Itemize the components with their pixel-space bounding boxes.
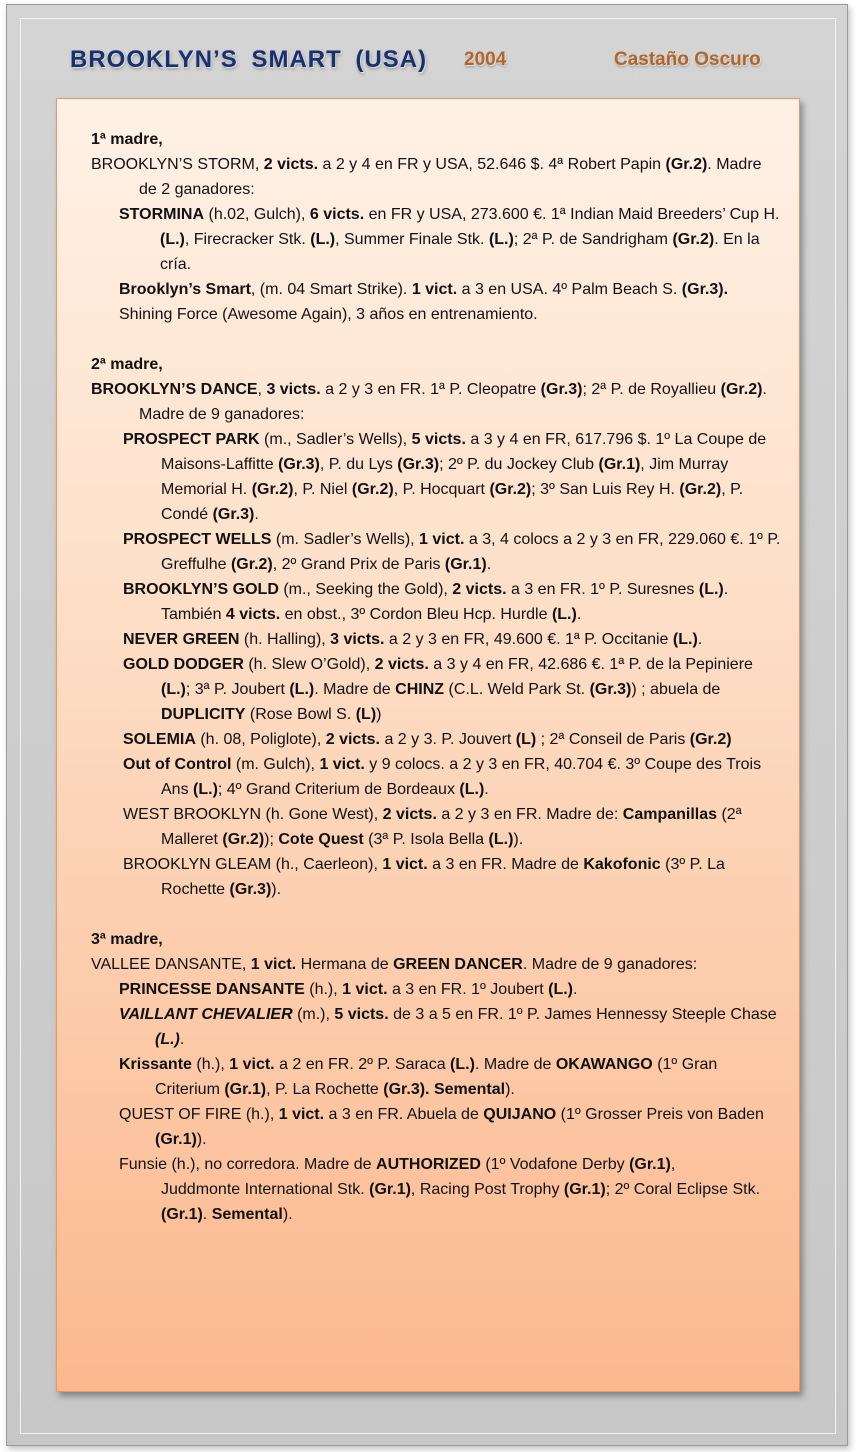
text-run: Shining Force (Awesome Again), 3 años en entrenamiento. [119,306,538,323]
text-run: a 3 y 4 en FR, 42.686 €. 1ª P. de la Pepiniere [428,656,753,673]
text-run: (m. Sadler’s Wells), [271,531,420,548]
text-run: NEVER GREEN [123,631,240,648]
text-run: (Gr.2) [489,481,532,498]
text-run: a 2 y 3 en FR. 1ª P. Cleopatre [320,381,541,398]
text-run: QUEST OF FIRE (h.), [119,1106,279,1123]
text-run: (L) [355,706,377,723]
offspring-entry [91,627,781,652]
text-run: a 3 en FR. Madre de [427,856,584,873]
text-run: , (m. 04 Smart Strike). [250,281,412,298]
pedigree-card [56,98,800,1392]
text-run: , [257,381,267,398]
text-run: (h.), [304,981,343,998]
text-run: VALLEE DANSANTE, [91,956,251,973]
dam1-section [91,127,781,327]
text-run: OKAWANGO [555,1056,653,1073]
text-run: , Summer Finale Stk. [335,231,489,248]
offspring-entry [91,802,781,852]
offspring-entry [91,652,781,727]
text-run: (Gr.2) [222,831,265,848]
text-run: a 3, 4 colocs a 2 y 3 en FR, 229.060 €. 1º P. Greffulhe [161,531,781,573]
text-run: Cote Quest [278,831,364,848]
text-run: CHINZ [395,681,445,698]
text-run: (3º P. La Rochette [161,856,725,898]
offspring-entry [91,277,781,302]
text-run: (Gr.3) [278,456,320,473]
text-run: (h. 08, Poliglote), [195,731,326,748]
text-run: ). [271,881,282,898]
text-run: (L.) [289,681,315,698]
text-run: (Gr.3). [681,281,729,298]
text-run: ; 2º Coral Eclipse Stk. [605,1181,761,1198]
text-run: (Gr.1) [161,1206,203,1223]
text-run: BROOKLYN GLEAM (h., Caerleon), [123,856,383,873]
text-run: 1 vict. [250,956,297,973]
offspring-entry [91,577,781,627]
dam2-entry [91,377,781,427]
text-run: . [179,1031,185,1048]
dam1-offspring-list [91,202,781,327]
text-run: , 2º Grand Prix de Paris [272,556,445,573]
text-run: (Gr.1) [444,556,487,573]
text-run: a 2 y 4 en FR y USA, 52.646 $. 4ª Robert Papin [318,156,666,173]
offspring-entry [91,977,781,1002]
offspring-entry [91,1102,781,1152]
dam3-entry [91,952,781,977]
text-run: (L.) [450,1056,475,1073]
text-run: . Madre de [474,1056,556,1073]
text-run: VAILLANT CHEVALIER [119,1006,293,1023]
text-run: a 2 y 3. P. Jouvert [380,731,516,748]
dam2-section [91,352,781,902]
horse-name-title: BROOKLYN’S SMART (USA) [70,46,428,73]
text-run: 1 vict. [319,756,365,773]
text-run: ; 2ª P. de Royallieu [582,381,721,398]
text-run: Out of Control [123,756,232,773]
text-run: (Gr.1) [629,1156,671,1173]
text-run: (1º Gran Criterium [155,1056,718,1098]
text-run: ); [264,831,279,848]
text-run: ; 3ª P. Joubert [185,681,290,698]
text-run: . [576,606,582,623]
coat-color: Castaño Oscuro [614,49,761,70]
text-run: . También [161,581,729,623]
text-run: Hermana de [296,956,394,973]
text-run: (m.), [292,1006,335,1023]
text-run: (Gr.2) [720,381,763,398]
text-run: 6 victs. [309,206,365,223]
text-run: (L.) [193,781,218,798]
text-run: . Madre de 9 ganadores: [522,956,698,973]
text-run: Funsie (h.), no corredora. Madre de [119,1156,377,1173]
text-run: . [486,556,492,573]
text-run: (C.L. Weld Park St. [444,681,590,698]
text-run: (m. Gulch), [231,756,320,773]
text-run: (1º Grosser Preis von Baden [556,1106,764,1123]
text-run: Kakofonic [583,856,661,873]
offspring-entry [91,427,781,527]
text-run: (L.) [488,231,514,248]
text-run: 3 victs. [266,381,321,398]
text-run: (Gr.2) [679,481,722,498]
text-run: BROOKLYN’S GOLD [123,581,279,598]
text-run: , P. du Lys [319,456,398,473]
text-run: (3ª P. Isola Bella [363,831,489,848]
text-run: (m., Seeking the Gold), [278,581,453,598]
text-run: 4 victs. [225,606,281,623]
text-run: (L.) [551,606,577,623]
text-run: Semental [433,1081,506,1098]
offspring-entry [91,202,781,277]
text-run: GOLD DODGER [123,656,244,673]
text-run: ; 4º Grand Criterium de Bordeaux [217,781,460,798]
text-run: 2 victs. [382,806,437,823]
text-run: (L.) [488,831,514,848]
dam3-offspring-list [91,977,781,1227]
text-run: a 3 en FR. 1º P. Suresnes [506,581,699,598]
text-run: , P. La Rochette [266,1081,384,1098]
text-run: (Gr.3) [212,506,255,523]
text-run: (Gr.3) [397,456,440,473]
text-run: a 3 en USA. 4º Palm Beach S. [457,281,682,298]
offspring-entry [91,302,781,327]
text-run: 2 victs. [452,581,507,598]
offspring-entry [91,1002,781,1052]
text-run: (2ª Malleret [161,806,742,848]
text-run: . En la cría. [160,231,760,273]
text-run: en FR y USA, 273.600 €. 1ª Indian Maid Breeders’ Cup H. [364,206,780,223]
text-run: Krissante [119,1056,192,1073]
text-run: ; 2ª P. de Sandrigham [513,231,673,248]
text-run: GREEN DANCER [393,956,523,973]
text-run: (h. Slew O’Gold), [243,656,375,673]
text-run: a 3 y 4 en FR, 617.796 $. 1º La Coupe de Maisons-Laffitte [161,431,767,473]
text-run: (Gr.1) [598,456,641,473]
text-run: (Gr.2) [251,481,294,498]
dam3-heading: 3ª madre, [91,931,163,948]
dam1-heading: 1ª madre, [91,131,163,148]
text-run: ; 3º San Luis Rey H. [531,481,680,498]
text-run: de 3 a 5 en FR. 1º P. James Hennessy Steeple Chase [388,1006,777,1023]
text-run: (Gr.2) [665,156,708,173]
text-run: (L.) [160,231,185,248]
offspring-entry [91,752,781,802]
text-run: (Gr.2) [672,231,715,248]
text-run: PROSPECT WELLS [123,531,272,548]
text-run: a 2 en FR. 2º P. Saraca [274,1056,451,1073]
text-run: a 2 y 3 en FR. Madre de: [436,806,623,823]
text-run: Campanillas [622,806,718,823]
text-run: (1º Vodafone Derby [480,1156,630,1173]
text-run: , Firecracker Stk. [184,231,311,248]
text-run: . Madre de 2 ganadores: [139,156,762,198]
text-run: , P. Condé [161,481,744,523]
text-run: ; 2ª Conseil de Paris [536,731,690,748]
text-run: (Gr.2) [230,556,273,573]
text-run: (Gr.1) [369,1181,411,1198]
dam2-offspring-list [91,427,781,902]
text-run: ) [376,706,382,723]
offspring-entry [91,852,781,902]
text-run: (Gr.3) [540,381,583,398]
text-run: 2 victs. [374,656,429,673]
birth-year: 2004 [464,49,507,70]
text-run: 1 vict. [342,981,388,998]
text-run: BROOKLYN’S DANCE [91,381,258,398]
offspring-entry [91,1052,781,1102]
offspring-entry [91,727,781,752]
text-run: (Gr.1) [563,1181,606,1198]
text-run: . [254,506,259,523]
text-run: 2 victs. [325,731,380,748]
text-run: 1 vict. [419,531,465,548]
pedigree-content [91,127,781,1227]
text-run: (L.) [548,981,573,998]
text-run: . Madre de 9 ganadores: [139,381,767,423]
text-run: (L.) [161,681,186,698]
text-run: (L.) [155,1031,180,1048]
text-run: (Gr.2) [689,731,732,748]
text-run: 1 vict. [382,856,428,873]
text-run: (Gr.3) [229,881,272,898]
text-run: (L.) [310,231,336,248]
dam1-entry [91,152,781,202]
text-run: (L.) [698,581,724,598]
text-run: (L.) [459,781,485,798]
text-run: . [697,631,703,648]
text-run: , P. Hocquart [393,481,490,498]
text-run: QUIJANO [483,1106,557,1123]
text-run: y 9 colocs. a 2 y 3 en FR, 40.704 €. 3º Coupe des Trois Ans [161,756,762,798]
text-run: PROSPECT PARK [123,431,260,448]
offspring-entry-funsie-cont [91,1177,781,1227]
text-run: Brooklyn’s Smart [119,281,251,298]
text-run: 5 victs. [411,431,466,448]
text-run: , Racing Post Trophy [410,1181,564,1198]
text-run: a 2 y 3 en FR, 49.600 €. 1ª P. Occitanie [384,631,673,648]
text-run: (m., Sadler’s Wells), [259,431,412,448]
text-run: (Gr.3) [589,681,632,698]
text-run: a 3 en FR. 1º Joubert [387,981,549,998]
dam3-section [91,927,781,1227]
text-run: PRINCESSE DANSANTE [119,981,305,998]
text-run: 3 victs. [330,631,385,648]
text-run: (L.) [672,631,698,648]
text-run: (h.), [191,1056,230,1073]
text-run: (h.02, Gulch), [204,206,310,223]
text-run: (Gr.2) [351,481,394,498]
text-run: BROOKLYN’S STORM, [91,156,264,173]
text-run: DUPLICITY [161,706,246,723]
text-run: WEST BROOKLYN (h. Gone West), [123,806,383,823]
text-run: . [202,1206,212,1223]
text-run: STORMINA [119,206,205,223]
text-run: (h. Halling), [239,631,331,648]
text-run: AUTHORIZED [376,1156,481,1173]
text-run: . Madre de [314,681,396,698]
text-run: . [484,781,489,798]
text-run: , Jim Murray Memorial H. [161,456,729,498]
text-run: en obst., 3º Cordon Bleu Hcp. Hurdle [280,606,552,623]
text-run: SOLEMIA [123,731,196,748]
text-run: 2 victs. [263,156,319,173]
text-run: ). [513,831,524,848]
text-run: (Gr.1) [155,1131,197,1148]
text-run: ). [505,1081,515,1098]
text-run: . [572,981,578,998]
text-run: ). [282,1206,293,1223]
text-run: Juddmonte International Stk. [161,1181,370,1198]
dam2-heading: 2ª madre, [91,356,163,373]
text-run: 1 vict. [278,1106,325,1123]
text-run: (Rose Bowl S. [245,706,356,723]
text-run: ). [196,1131,207,1148]
text-run: 5 victs. [334,1006,389,1023]
text-run: (Gr.3). [383,1081,430,1098]
text-run: 1 vict. [411,281,458,298]
text-run: , [670,1156,676,1173]
text-run: ) ; abuela de [631,681,721,698]
offspring-entry-funsie [91,1152,781,1177]
text-run: ; 2º P. du Jockey Club [439,456,599,473]
offspring-entry [91,527,781,577]
text-run: a 3 en FR. Abuela de [324,1106,484,1123]
text-run: 1 vict. [229,1056,275,1073]
text-run: , P. Niel [293,481,352,498]
text-run: (Gr.1) [224,1081,267,1098]
text-run: (L) [515,731,537,748]
text-run: Semental [211,1206,283,1223]
